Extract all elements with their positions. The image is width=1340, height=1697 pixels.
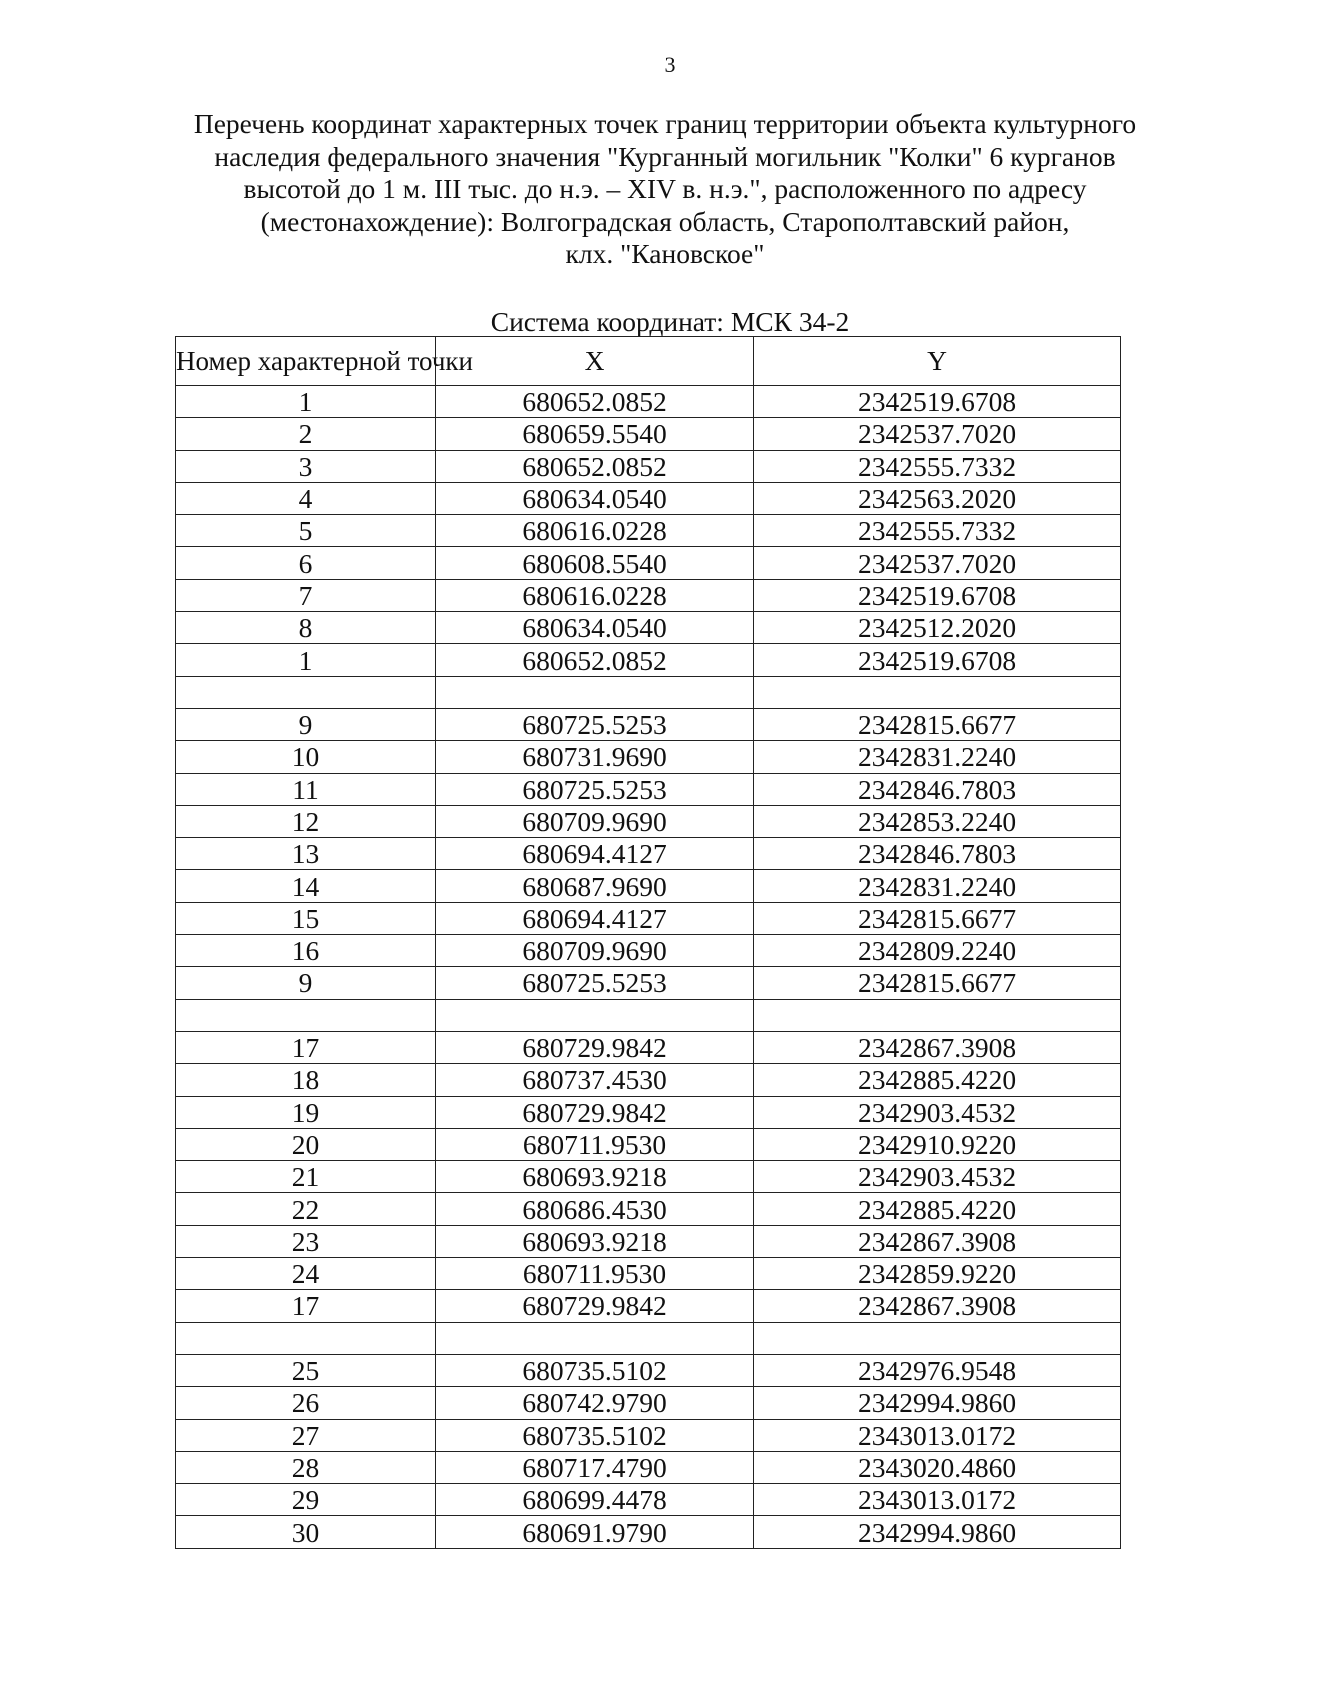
- x-coordinate-cell: [436, 1322, 754, 1354]
- title-line: (местонахождение): Волгоградская область, Старополтавский район,: [260, 205, 1070, 237]
- point-number-cell: 28: [176, 1451, 436, 1483]
- point-number-cell: 17: [176, 1290, 436, 1322]
- title-line: Перечень координат характерных точек границ территории объекта культурного: [193, 108, 1137, 139]
- y-coordinate-cell: 2342867.3908: [754, 1290, 1121, 1322]
- x-coordinate-cell: 680693.9218: [436, 1161, 754, 1193]
- y-coordinate-cell: 2342831.2240: [754, 741, 1121, 773]
- x-header: X: [436, 337, 754, 386]
- point-number-cell: 14: [176, 870, 436, 902]
- y-coordinate-cell: [754, 999, 1121, 1031]
- x-coordinate-cell: 680687.9690: [436, 870, 754, 902]
- point-number-cell: 22: [176, 1193, 436, 1225]
- x-coordinate-cell: 680729.9842: [436, 1290, 754, 1322]
- table-row: [176, 1354, 1121, 1386]
- point-number-cell: 13: [176, 838, 436, 870]
- y-coordinate-cell: 2342555.7332: [754, 450, 1121, 482]
- y-coordinate-cell: 2342512.2020: [754, 612, 1121, 644]
- table-header-row: [176, 337, 1121, 386]
- y-coordinate-cell: [754, 1322, 1121, 1354]
- y-coordinate-cell: 2342555.7332: [754, 515, 1121, 547]
- point-number-cell: 25: [176, 1354, 436, 1386]
- x-coordinate-cell: 680735.5102: [436, 1354, 754, 1386]
- table-row: [176, 967, 1121, 999]
- x-coordinate-cell: 680725.5253: [436, 773, 754, 805]
- table-row: [176, 1387, 1121, 1419]
- point-number-cell: 30: [176, 1516, 436, 1548]
- title-line: высотой до 1 м. III тыс. до н.э. – XIV в. н.э.", расположенного по адресу: [243, 173, 1087, 204]
- x-coordinate-cell: 680634.0540: [436, 612, 754, 644]
- x-coordinate-cell: 680729.9842: [436, 1031, 754, 1063]
- table-row: [176, 1484, 1121, 1516]
- table-row: [176, 805, 1121, 837]
- x-coordinate-cell: 680652.0852: [436, 386, 754, 418]
- table-row: [176, 1290, 1121, 1322]
- table-row: [176, 579, 1121, 611]
- point-number-cell: 3: [176, 450, 436, 482]
- y-coordinate-cell: 2342885.4220: [754, 1193, 1121, 1225]
- table-row: [176, 870, 1121, 902]
- x-coordinate-cell: 680634.0540: [436, 482, 754, 514]
- title-line: клх. "Кановское": [565, 238, 765, 269]
- table-row: [176, 450, 1121, 482]
- table-row: [176, 1096, 1121, 1128]
- x-coordinate-cell: 680742.9790: [436, 1387, 754, 1419]
- point-number-cell: 9: [176, 967, 436, 999]
- document-title: [160, 108, 1170, 271]
- y-coordinate-cell: 2342903.4532: [754, 1161, 1121, 1193]
- y-coordinate-cell: 2342809.2240: [754, 935, 1121, 967]
- x-coordinate-cell: 680659.5540: [436, 418, 754, 450]
- y-coordinate-cell: 2342563.2020: [754, 482, 1121, 514]
- x-coordinate-cell: 680686.4530: [436, 1193, 754, 1225]
- x-coordinate-cell: 680693.9218: [436, 1225, 754, 1257]
- y-coordinate-cell: 2342853.2240: [754, 805, 1121, 837]
- table-row: [176, 482, 1121, 514]
- x-coordinate-cell: 680711.9530: [436, 1128, 754, 1160]
- point-number-cell: 2: [176, 418, 436, 450]
- table-row: [176, 1451, 1121, 1483]
- table-row: [176, 838, 1121, 870]
- x-coordinate-cell: 680731.9690: [436, 741, 754, 773]
- point-number-cell: 27: [176, 1419, 436, 1451]
- y-coordinate-cell: 2342910.9220: [754, 1128, 1121, 1160]
- y-coordinate-cell: 2342867.3908: [754, 1225, 1121, 1257]
- point-number-cell: 17: [176, 1031, 436, 1063]
- point-number-cell: 16: [176, 935, 436, 967]
- title-line: наследия федерального значения "Курганный могильник "Колки" 6 курганов: [214, 140, 1116, 172]
- y-coordinate-cell: 2342903.4532: [754, 1096, 1121, 1128]
- y-header: Y: [754, 337, 1121, 386]
- x-coordinate-cell: 680616.0228: [436, 579, 754, 611]
- x-coordinate-cell: 680711.9530: [436, 1258, 754, 1290]
- coordinate-system-caption: Система координат: МСК 34-2: [490, 306, 850, 337]
- y-coordinate-cell: 2342994.9860: [754, 1387, 1121, 1419]
- table-row: [176, 741, 1121, 773]
- point-number-cell: 29: [176, 1484, 436, 1516]
- x-coordinate-cell: 680709.9690: [436, 805, 754, 837]
- y-coordinate-cell: 2342867.3908: [754, 1031, 1121, 1063]
- point-number-cell: 1: [176, 386, 436, 418]
- y-coordinate-cell: 2343020.4860: [754, 1451, 1121, 1483]
- page-number: 3: [664, 52, 676, 77]
- point-number-cell: 6: [176, 547, 436, 579]
- y-coordinate-cell: 2342815.6677: [754, 902, 1121, 934]
- y-coordinate-cell: 2342885.4220: [754, 1064, 1121, 1096]
- coordinates-table: [175, 336, 1121, 1549]
- point-number-cell: 1: [176, 644, 436, 676]
- x-coordinate-cell: 680729.9842: [436, 1096, 754, 1128]
- x-coordinate-cell: 680694.4127: [436, 902, 754, 934]
- x-coordinate-cell: 680725.5253: [436, 967, 754, 999]
- y-coordinate-cell: [754, 676, 1121, 708]
- table-row: [176, 1516, 1121, 1548]
- separator-row: [176, 1322, 1121, 1354]
- point-number-header: Номер характерной точки: [176, 337, 436, 386]
- table-body: [176, 386, 1121, 1549]
- table-row: [176, 515, 1121, 547]
- y-coordinate-cell: 2342519.6708: [754, 386, 1121, 418]
- table-row: [176, 935, 1121, 967]
- y-coordinate-cell: 2342537.7020: [754, 547, 1121, 579]
- x-coordinate-cell: 680652.0852: [436, 644, 754, 676]
- x-coordinate-cell: 680699.4478: [436, 1484, 754, 1516]
- y-coordinate-cell: 2343013.0172: [754, 1484, 1121, 1516]
- point-number-cell: 26: [176, 1387, 436, 1419]
- point-number-cell: 24: [176, 1258, 436, 1290]
- table-row: [176, 547, 1121, 579]
- x-coordinate-cell: 680616.0228: [436, 515, 754, 547]
- y-coordinate-cell: 2342831.2240: [754, 870, 1121, 902]
- separator-row: [176, 676, 1121, 708]
- x-coordinate-cell: 680725.5253: [436, 708, 754, 740]
- point-number-cell: 7: [176, 579, 436, 611]
- separator-row: [176, 999, 1121, 1031]
- point-number-cell: 10: [176, 741, 436, 773]
- point-number-cell: 11: [176, 773, 436, 805]
- x-coordinate-cell: [436, 676, 754, 708]
- point-number-cell: 18: [176, 1064, 436, 1096]
- x-coordinate-cell: 680737.4530: [436, 1064, 754, 1096]
- x-coordinate-cell: [436, 999, 754, 1031]
- table-row: [176, 1128, 1121, 1160]
- table-row: [176, 1193, 1121, 1225]
- table-row: [176, 1225, 1121, 1257]
- table-row: [176, 902, 1121, 934]
- y-coordinate-cell: 2342815.6677: [754, 708, 1121, 740]
- point-number-cell: 5: [176, 515, 436, 547]
- table-row: [176, 386, 1121, 418]
- point-number-cell: 19: [176, 1096, 436, 1128]
- point-number-cell: 15: [176, 902, 436, 934]
- y-coordinate-cell: 2342994.9860: [754, 1516, 1121, 1548]
- point-number-cell: 20: [176, 1128, 436, 1160]
- y-coordinate-cell: 2342976.9548: [754, 1354, 1121, 1386]
- table-row: [176, 418, 1121, 450]
- y-coordinate-cell: 2342519.6708: [754, 579, 1121, 611]
- x-coordinate-cell: 680735.5102: [436, 1419, 754, 1451]
- y-coordinate-cell: 2342537.7020: [754, 418, 1121, 450]
- y-coordinate-cell: 2342846.7803: [754, 838, 1121, 870]
- point-number-cell: 9: [176, 708, 436, 740]
- y-coordinate-cell: 2342519.6708: [754, 644, 1121, 676]
- point-number-cell: 21: [176, 1161, 436, 1193]
- table-row: [176, 1258, 1121, 1290]
- table-row: [176, 773, 1121, 805]
- table-row: [176, 708, 1121, 740]
- x-coordinate-cell: 680694.4127: [436, 838, 754, 870]
- table-row: [176, 644, 1121, 676]
- point-number-cell: [176, 1322, 436, 1354]
- y-coordinate-cell: 2342859.9220: [754, 1258, 1121, 1290]
- x-coordinate-cell: 680652.0852: [436, 450, 754, 482]
- point-number-cell: 23: [176, 1225, 436, 1257]
- x-coordinate-cell: 680691.9790: [436, 1516, 754, 1548]
- point-number-cell: [176, 676, 436, 708]
- table-row: [176, 1161, 1121, 1193]
- table-row: [176, 1064, 1121, 1096]
- point-number-cell: [176, 999, 436, 1031]
- point-number-cell: 8: [176, 612, 436, 644]
- point-number-cell: 4: [176, 482, 436, 514]
- table-row: [176, 612, 1121, 644]
- point-number-cell: 12: [176, 805, 436, 837]
- x-coordinate-cell: 680717.4790: [436, 1451, 754, 1483]
- table-row: [176, 1031, 1121, 1063]
- x-coordinate-cell: 680709.9690: [436, 935, 754, 967]
- table-row: [176, 1419, 1121, 1451]
- x-coordinate-cell: 680608.5540: [436, 547, 754, 579]
- y-coordinate-cell: 2343013.0172: [754, 1419, 1121, 1451]
- y-coordinate-cell: 2342815.6677: [754, 967, 1121, 999]
- y-coordinate-cell: 2342846.7803: [754, 773, 1121, 805]
